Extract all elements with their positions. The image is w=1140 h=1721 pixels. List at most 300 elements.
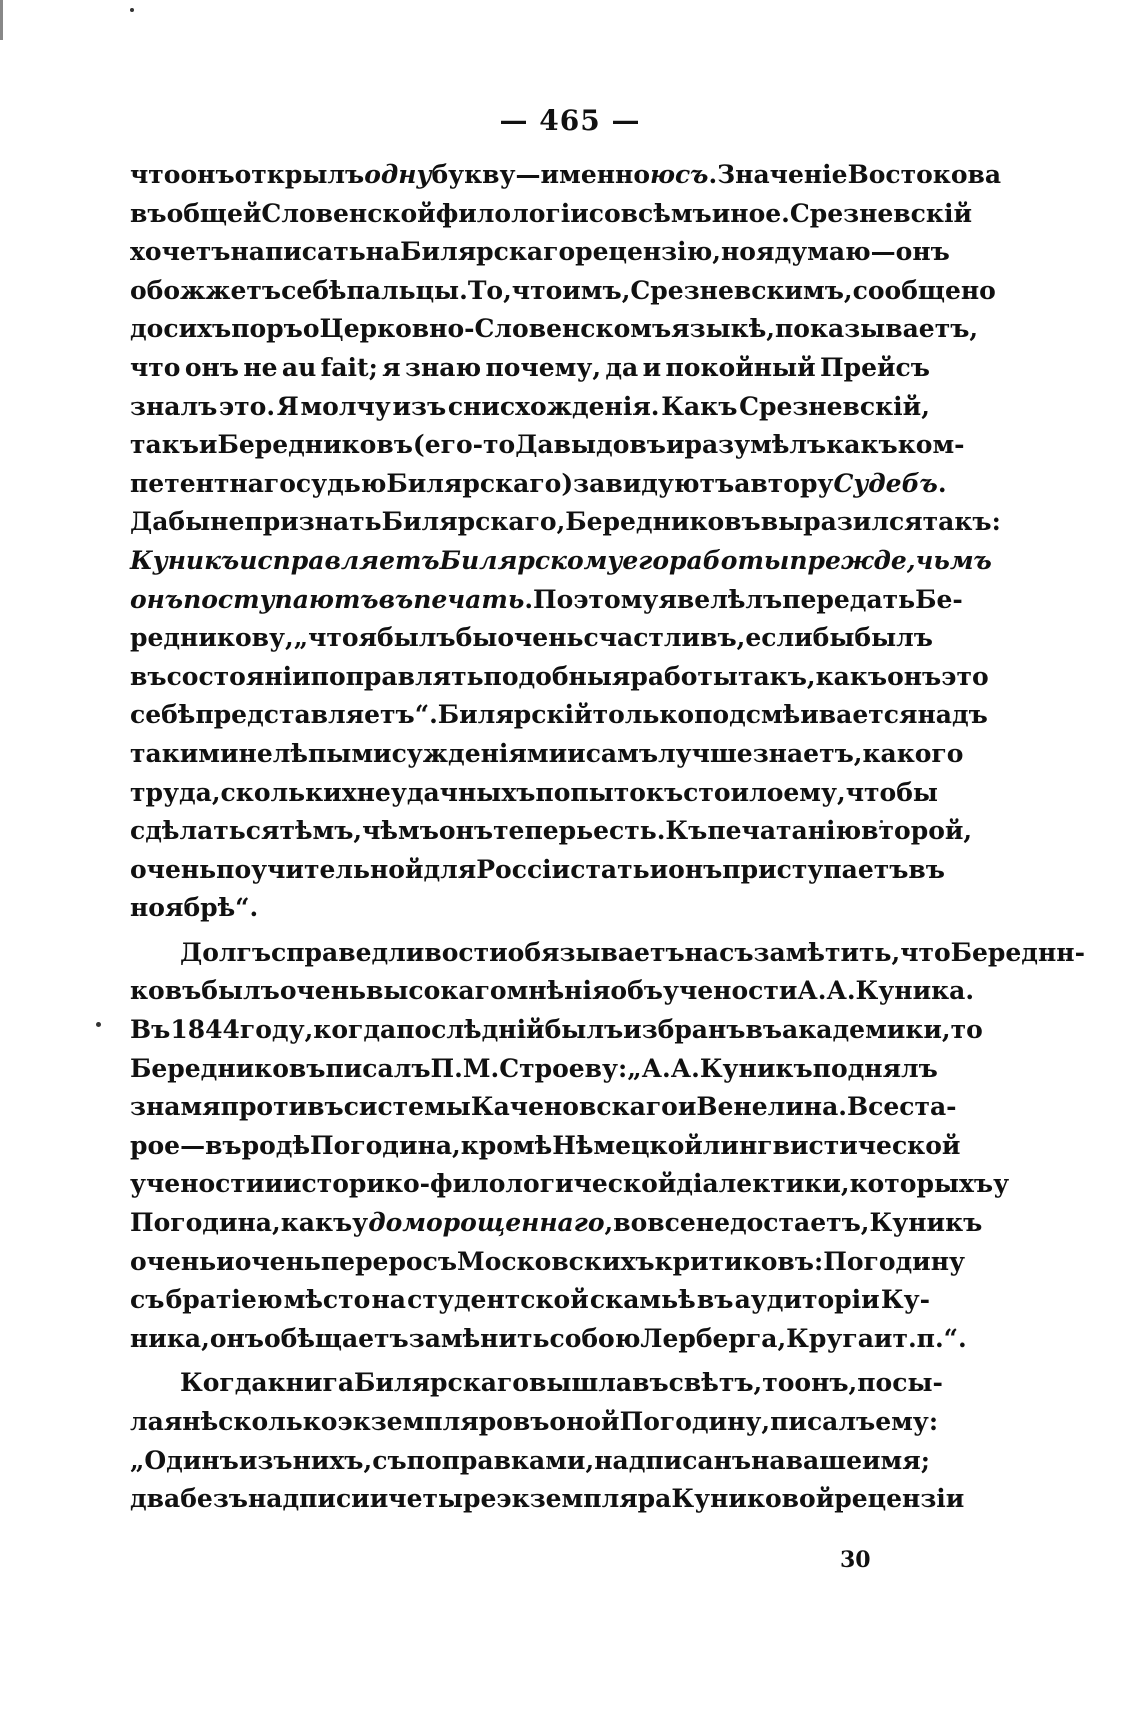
word: ника,	[130, 1323, 210, 1353]
ink-speck	[130, 8, 134, 12]
text-line	[130, 545, 992, 585]
word: Срезневскій,	[739, 391, 930, 421]
word: ста-	[899, 1092, 957, 1122]
word: о	[302, 314, 320, 344]
word: учености	[662, 976, 798, 1006]
word: покойный	[665, 352, 816, 382]
word: Погодина,	[310, 1130, 461, 1160]
word: Срезневскій	[789, 198, 972, 228]
word: въ	[696, 1285, 734, 1315]
word: былъ	[544, 1015, 624, 1045]
word: на	[751, 1445, 786, 1475]
word: то	[950, 1015, 983, 1045]
signature-mark: 30	[840, 1547, 871, 1573]
word: вовсе	[613, 1208, 696, 1238]
word: Долгъ	[180, 937, 272, 967]
text-line	[130, 160, 1002, 199]
word: аудиторіи	[734, 1285, 880, 1315]
word: былъ	[854, 623, 933, 653]
word: насъ	[684, 937, 754, 967]
text-line	[130, 1484, 965, 1523]
text-line	[130, 777, 938, 817]
word: въ	[745, 1015, 783, 1045]
text-line	[130, 468, 947, 508]
word: рое	[130, 1130, 181, 1160]
word: я	[755, 237, 775, 267]
text-line	[130, 937, 1085, 977]
word: и	[873, 1323, 893, 1353]
word: былъ	[377, 623, 456, 653]
word: совсѣмъ	[588, 198, 712, 228]
word: въ	[908, 854, 945, 884]
word: и	[369, 1484, 389, 1514]
word: Лерберга,	[640, 1323, 787, 1353]
word: М.	[462, 1053, 500, 1083]
word: поръ	[231, 314, 303, 344]
word: 1844	[170, 1015, 240, 1045]
word: онъ	[130, 584, 184, 614]
word: лингвистической	[702, 1130, 961, 1160]
text-line	[130, 1323, 967, 1363]
word: Въ	[130, 1015, 171, 1045]
word: то	[762, 1368, 795, 1398]
word: два	[130, 1484, 181, 1514]
word: поправками,	[406, 1445, 595, 1475]
word: братіею	[165, 1285, 283, 1315]
word: А.	[670, 1053, 700, 1083]
word: что	[900, 937, 951, 967]
word: тѣмъ,	[279, 816, 363, 846]
word: мѣсто	[283, 1285, 371, 1315]
word: представляетъ“.	[195, 700, 438, 730]
word: экземпляра	[496, 1484, 672, 1514]
word: Билярскому	[439, 545, 623, 575]
word: оной	[549, 1407, 620, 1436]
word: труда,	[130, 777, 221, 807]
word: передать	[782, 584, 916, 614]
word: которыхъ	[849, 1169, 994, 1199]
word: печать.	[413, 584, 534, 614]
word: Бередниковъ	[565, 507, 761, 537]
word: свѣтъ,	[668, 1368, 763, 1398]
word: скольких	[220, 777, 357, 807]
word: Бередниковъ	[217, 430, 413, 460]
word: и	[264, 1169, 283, 1199]
word: только	[592, 700, 695, 730]
word: какъ	[815, 661, 888, 691]
word: подсмѣивается	[694, 700, 918, 730]
word: ему,	[783, 777, 846, 807]
word: общей	[166, 198, 262, 228]
text-line	[130, 430, 965, 469]
text-line	[130, 816, 973, 855]
word: „А.	[627, 1053, 671, 1083]
word: поучительной	[216, 854, 424, 884]
word: Билярскаго	[354, 1368, 529, 1398]
word: Круга	[786, 1323, 874, 1353]
word: не	[210, 507, 245, 537]
word: на	[365, 237, 401, 267]
word: поднялъ	[812, 1053, 938, 1083]
word: писалъ	[325, 1053, 431, 1083]
word: Срезневскимъ,	[630, 275, 853, 305]
word: неудачныхъ	[356, 777, 536, 807]
word: онъ	[184, 352, 239, 382]
word: и	[642, 352, 662, 382]
text-line	[130, 1208, 983, 1247]
page-number: — 465 —	[499, 104, 641, 137]
word: имъ,	[562, 275, 631, 305]
word: Какъ	[661, 391, 738, 421]
word: рецензію,	[575, 237, 721, 267]
word: Россіи	[476, 854, 571, 884]
word: на	[371, 1285, 406, 1315]
word: очень	[279, 976, 366, 1006]
word: какъ	[280, 1208, 353, 1238]
word: очень	[130, 1246, 217, 1276]
word: когда	[313, 1015, 397, 1045]
word: онъ	[438, 816, 494, 846]
word: попытокъ	[535, 777, 684, 807]
word: очень	[497, 623, 584, 653]
word: въ	[378, 584, 414, 614]
word: историко-филологической	[282, 1169, 677, 1199]
word: скамьѣ	[589, 1285, 696, 1315]
word: надписанъ	[594, 1445, 752, 1475]
word: открылъ	[234, 160, 365, 189]
word: я	[382, 352, 401, 382]
word: Когда	[180, 1368, 268, 1398]
word: четыре	[388, 1484, 497, 1514]
word: думаю—онъ	[774, 237, 950, 267]
word: и	[216, 1246, 235, 1276]
word: въ	[130, 198, 167, 228]
word: высокаго	[365, 976, 507, 1006]
word: хочетъ	[130, 237, 231, 267]
text-line	[130, 661, 989, 701]
word: и	[677, 1092, 697, 1122]
word: Ку-	[880, 1285, 930, 1315]
word: самъ	[585, 738, 659, 768]
text-line	[130, 1407, 939, 1446]
word: такъ,	[737, 661, 816, 691]
word: лая	[130, 1407, 183, 1436]
word: чтобы	[845, 777, 938, 807]
word: собою	[549, 1323, 641, 1353]
word: т.	[892, 1323, 917, 1353]
word: ком-	[897, 430, 965, 460]
word: такъ:	[922, 507, 1001, 537]
word: снисхожденія.	[447, 391, 660, 421]
word: теперь	[493, 816, 594, 846]
word: экземпляровъ	[337, 1407, 550, 1436]
scan-edge-mark	[0, 0, 3, 40]
text-line	[130, 392, 930, 431]
word: стоило	[683, 777, 784, 807]
word: Куниковой	[671, 1484, 835, 1514]
text-line	[130, 1446, 930, 1485]
word: Билярскаго,	[381, 507, 566, 537]
text-line	[130, 314, 979, 353]
word: посы-	[857, 1368, 943, 1398]
word: что	[511, 275, 563, 305]
word: состояніи	[166, 661, 311, 691]
text-line	[130, 1053, 938, 1093]
word: діалектики,	[676, 1169, 850, 1199]
word: Строеву:	[499, 1053, 628, 1083]
word: имя;	[862, 1445, 930, 1475]
word: переросъ	[320, 1246, 458, 1276]
word: Къ	[665, 816, 708, 846]
word: (его-то	[412, 430, 516, 460]
word: до	[130, 314, 164, 344]
word: у	[993, 1169, 1010, 1199]
word: петентнаго	[130, 468, 296, 498]
word: молчу	[300, 391, 391, 421]
word: „что	[293, 623, 359, 653]
word: А.	[797, 976, 827, 1006]
word: Куникъ	[869, 1208, 983, 1238]
word: разумѣлъ	[684, 430, 827, 460]
word: еслибы	[745, 623, 855, 653]
word: подобныя	[483, 661, 631, 691]
word: завидуютъ	[573, 468, 735, 498]
word: печатанію	[707, 816, 862, 846]
word: для	[423, 854, 477, 884]
word: п.“.	[916, 1323, 967, 1353]
word: надъ	[917, 700, 988, 730]
word: знамя	[130, 1092, 221, 1122]
word: и	[665, 430, 685, 460]
word: П.	[430, 1053, 463, 1083]
word: сдѣлаться	[130, 816, 280, 846]
word: очень	[130, 854, 217, 884]
word: родѣ	[241, 1130, 311, 1160]
word: писалъ	[770, 1407, 876, 1436]
word: и	[567, 738, 586, 768]
text-line	[130, 700, 988, 739]
word: сообщено	[852, 275, 996, 305]
word: Все	[847, 1092, 900, 1122]
word: Я	[276, 391, 299, 421]
text-line	[130, 976, 975, 1015]
word: Бередниковъ	[130, 1053, 326, 1083]
word: исправляетъ	[239, 545, 440, 575]
word: съ	[372, 1445, 407, 1475]
word: справедливости	[271, 937, 508, 967]
word: fait;	[320, 352, 378, 382]
text-line	[130, 738, 964, 778]
word: показываетъ,	[774, 314, 979, 344]
word: нелѣпыми	[238, 738, 392, 768]
word: чьмъ	[915, 545, 992, 575]
word: да	[605, 352, 639, 382]
word: счастливъ,	[583, 623, 746, 653]
word: прежде,	[789, 545, 916, 575]
word: я	[358, 623, 378, 653]
word: Куникъ	[699, 1053, 813, 1083]
text-line	[130, 1169, 1010, 1208]
word: Судебъ.	[833, 468, 947, 498]
word: себѣ	[130, 700, 196, 730]
word: Давыдовъ	[515, 430, 666, 460]
word: Церковно-Словенскомъ	[319, 314, 672, 344]
word: не	[243, 352, 278, 382]
word: выразился	[760, 507, 923, 537]
text-line	[130, 507, 1001, 546]
word: букву—именно	[431, 160, 650, 189]
text-line	[130, 623, 933, 662]
word: рецензіи	[834, 1484, 965, 1514]
word: Прейсъ	[820, 352, 930, 382]
word: Погодина,	[130, 1208, 281, 1238]
word: какъ	[826, 430, 898, 460]
word: лучше	[658, 738, 753, 768]
word: кромѣ	[460, 1130, 553, 1160]
word: студентской	[407, 1285, 589, 1315]
word: безъ	[180, 1484, 248, 1514]
word: доморощеннаго,	[368, 1208, 614, 1238]
text-line	[130, 237, 950, 276]
word: ноябрѣ“.	[130, 893, 259, 923]
word: но	[720, 237, 756, 267]
word: признать	[244, 507, 382, 537]
word: я	[658, 584, 677, 614]
word: избранъ	[623, 1015, 746, 1045]
word: ему:	[875, 1407, 939, 1436]
word: Словенской	[261, 198, 436, 228]
text-line	[130, 1246, 966, 1286]
word: что	[130, 160, 181, 189]
word: въ	[632, 1368, 669, 1398]
word: нѣсколько	[182, 1407, 338, 1436]
word: второй,	[861, 816, 973, 846]
word: въ	[205, 1130, 242, 1160]
word: поправлять	[310, 661, 484, 691]
text-line	[130, 1368, 943, 1407]
word: академики,	[782, 1015, 951, 1045]
word: Куникъ	[130, 545, 240, 575]
word: недостаетъ,	[695, 1208, 870, 1238]
word: Московскихъ	[457, 1246, 655, 1276]
word: мнѣнія	[506, 976, 611, 1006]
word: въ	[130, 661, 167, 691]
word: онъ	[180, 160, 235, 189]
word: au	[281, 352, 317, 382]
word: редникову,	[130, 623, 294, 653]
word: объ	[610, 976, 663, 1006]
word: изъ	[392, 391, 447, 421]
word: системы	[343, 1092, 471, 1122]
word: съ	[130, 1285, 165, 1315]
word: обожжетъ	[130, 275, 282, 305]
word: чѣмъ	[362, 816, 439, 846]
word: противъ	[220, 1092, 344, 1122]
word: —	[180, 1130, 206, 1160]
ink-speck	[96, 1022, 101, 1027]
word: Билярскій	[437, 700, 593, 730]
word: замѣтить,	[753, 937, 901, 967]
word: А.	[826, 976, 856, 1006]
word: Билярскаго	[400, 237, 576, 267]
word: „Одинъ	[130, 1445, 239, 1475]
word: это	[941, 661, 989, 691]
word: что	[130, 352, 181, 382]
word: Нѣмецкой	[552, 1130, 703, 1160]
word: у	[352, 1208, 369, 1238]
word: судью	[295, 468, 387, 498]
word: онъ,	[794, 1368, 858, 1398]
word: критиковъ:	[654, 1246, 824, 1276]
word: Билярскаго)	[386, 468, 574, 498]
word: онъ	[887, 661, 942, 691]
word: это.	[218, 391, 276, 421]
word: такъ	[130, 430, 199, 460]
word: онъ	[668, 854, 723, 884]
word: поступаютъ	[183, 584, 379, 614]
word: былъ	[201, 976, 280, 1006]
word: написать	[230, 237, 366, 267]
word: языкѣ,	[671, 314, 775, 344]
word: Венелина.	[696, 1092, 847, 1122]
word: иное.	[711, 198, 790, 228]
word: пальцы.	[346, 275, 468, 305]
word: Поэтому	[533, 584, 659, 614]
word: себѣ	[281, 275, 347, 305]
word: ковъ	[130, 976, 202, 1006]
text-line	[130, 893, 930, 932]
word: То,	[467, 275, 512, 305]
word: статьи	[570, 854, 669, 884]
word: очень	[234, 1246, 321, 1276]
word: и	[198, 430, 218, 460]
word: Каченовскаго	[470, 1092, 678, 1122]
word: сужденіями	[391, 738, 568, 768]
text-line	[130, 1015, 983, 1054]
word: вышла	[528, 1368, 633, 1398]
word: замѣнить	[408, 1323, 550, 1353]
text-line	[130, 1285, 930, 1324]
word: есть.	[593, 816, 666, 846]
word: Дабы	[130, 507, 211, 537]
text-line	[130, 198, 972, 238]
word: Погодину	[823, 1246, 966, 1276]
word: послѣдній	[396, 1015, 545, 1045]
word: Береднн-	[950, 937, 1085, 967]
word: одну	[364, 160, 432, 189]
word: Значеніе	[717, 160, 848, 189]
text-line	[130, 275, 996, 315]
word: Погодину,	[619, 1407, 771, 1436]
word: зналъ	[130, 391, 218, 421]
word: знаю	[405, 352, 482, 382]
word: ваше	[785, 1445, 862, 1475]
text-line	[130, 353, 930, 392]
word: обязываетъ	[507, 937, 685, 967]
word: работы	[630, 661, 738, 691]
word: велѣлъ	[676, 584, 783, 614]
text-line	[130, 1130, 961, 1170]
word: филологіи	[435, 198, 589, 228]
word: юсъ.	[650, 160, 718, 189]
word: такими	[130, 738, 239, 768]
word: работы	[669, 545, 790, 575]
word: его	[622, 545, 670, 575]
body-text	[130, 160, 1085, 1523]
word: Бе-	[915, 584, 963, 614]
word: знаетъ,	[752, 738, 863, 768]
word: онъ	[209, 1323, 264, 1353]
